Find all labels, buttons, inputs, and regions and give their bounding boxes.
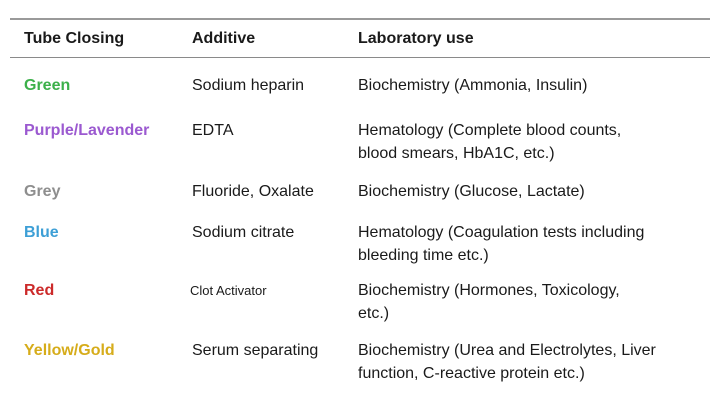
- header-laboratory-use: Laboratory use: [358, 30, 474, 47]
- table-header-rule: [10, 57, 710, 58]
- use-line: Hematology (Coagulation tests including: [358, 224, 645, 241]
- additive-cell: Fluoride, Oxalate: [192, 183, 314, 200]
- laboratory-use-cell: [348, 279, 710, 325]
- tube-name: Blue: [24, 224, 59, 241]
- additive-cell: EDTA: [192, 122, 234, 139]
- tube-name: Grey: [24, 183, 61, 200]
- additive-cell: Sodium citrate: [192, 224, 295, 241]
- laboratory-use-cell: [348, 339, 710, 385]
- use-line: function, C-reactive protein etc.): [358, 365, 585, 382]
- table-header-row: [10, 20, 710, 57]
- laboratory-use-cell: [348, 74, 710, 97]
- tube-name: Green: [24, 77, 71, 94]
- laboratory-use-cell: [348, 119, 710, 165]
- table-row: [10, 221, 710, 267]
- use-line: blood smears, HbA1C, etc.): [358, 145, 555, 162]
- header-additive: Additive: [192, 30, 256, 47]
- use-line: bleeding time etc.): [358, 247, 489, 264]
- use-line: Biochemistry (Glucose, Lactate): [358, 183, 585, 200]
- tube-name: Yellow/Gold: [24, 342, 115, 359]
- additive-cell: Sodium heparin: [192, 77, 305, 94]
- additive-cell: Serum separating: [192, 342, 319, 359]
- table-row: [10, 180, 710, 203]
- laboratory-use-cell: [348, 180, 710, 203]
- table-row: [10, 119, 710, 165]
- laboratory-use-cell: [348, 221, 710, 267]
- use-line: Biochemistry (Hormones, Toxicology,: [358, 282, 620, 299]
- table-row: [10, 74, 710, 97]
- tube-name: Purple/Lavender: [24, 122, 150, 139]
- header-tube-closing: Tube Closing: [24, 30, 125, 47]
- table-row: [10, 339, 710, 385]
- table-row: [10, 279, 710, 325]
- use-line: Biochemistry (Urea and Electrolytes, Liver: [358, 342, 656, 359]
- additive-cell: Clot Activator: [190, 283, 267, 298]
- tube-name: Red: [24, 282, 55, 299]
- use-line: etc.): [358, 305, 390, 322]
- use-line: Hematology (Complete blood counts,: [358, 122, 622, 139]
- tube-table: [10, 18, 710, 382]
- use-line: Biochemistry (Ammonia, Insulin): [358, 77, 588, 94]
